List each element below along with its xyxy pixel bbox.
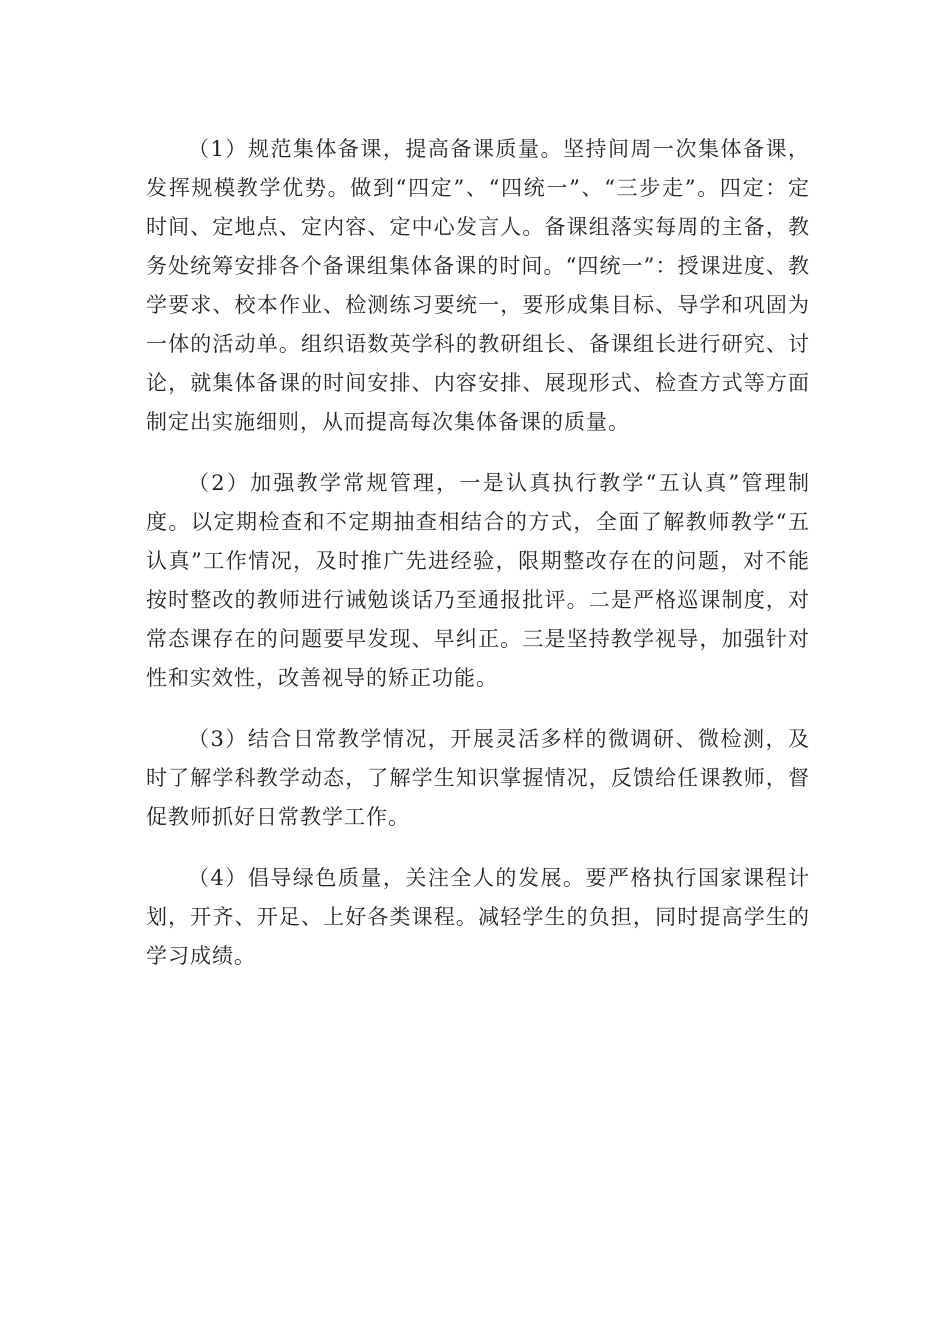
paragraph-3: （3）结合日常教学情况，开展灵活多样的微调研、微检测，及时了解学科教学动态，了解学生知识掌握情况，反馈给任课教师，督促教师抓好日常教学工作。 bbox=[146, 727, 810, 829]
paragraph-1: （1）规范集体备课，提高备课质量。坚持间周一次集体备课，发挥规模教学优势。做到“四定”、“四统一”、“三步走”。四定：定时间、定地点、定内容、定中心发言人。备课组落实每周的主备，教务处统筹安排各个备课组集体备课的时间。“四统一”：授课进度、教学要求、校本作业、检测练习要统一，要形成集目标、导学和巩固为一体的活动单。组织语数英学科的教研组长、备课组长进行研究、讨论，就集体备课的时间安排、内容安排、展现形式、检查方式等方面制定出实施细则，从而提高每次集体备课的质量。 bbox=[146, 137, 810, 434]
paragraph-2: （2）加强教学常规管理，一是认真执行教学“五认真”管理制度。以定期检查和不定期抽查相结合的方式，全面了解教师教学“五认真”工作情况，及时推广先进经验，限期整改存在的问题，对不能按时整改的教师进行诫勉谈话乃至通报批评。二是严格巡课制度，对常态课存在的问题要早发现、早纠正。三是坚持教学视导，加强针对性和实效性，改善视导的矫正功能。 bbox=[146, 471, 810, 690]
document-body bbox=[146, 130, 810, 998]
paragraph-4: （4）倡导绿色质量，关注全人的发展。要严格执行国家课程计划，开齐、开足、上好各类课程。减轻学生的负担，同时提高学生的学习成绩。 bbox=[146, 866, 810, 968]
